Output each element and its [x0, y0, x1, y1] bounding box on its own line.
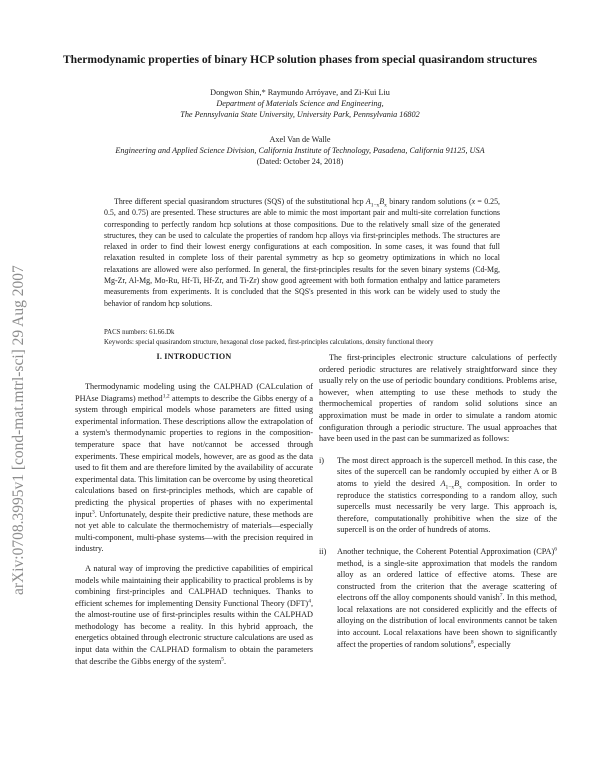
list-label: i): [319, 455, 325, 465]
right-column: [319, 352, 557, 650]
formula-a: A: [440, 478, 446, 488]
text: The most direct approach is the supercell method. In this case, the sites of the supercell can be randomly occupied by either A or B atoms to yield the desired: [337, 455, 557, 488]
list-item: [319, 455, 557, 536]
citation[interactable]: 8: [470, 638, 474, 645]
paragraph: [75, 563, 313, 667]
date: (Dated: October 24, 2018): [256, 157, 344, 166]
text: attempts to describe the Gibbs energy of a system through empirical models whose parameters are fitted using experimental information. These descriptions allow the extrapolation of a system's thermodynamic properties to regions in the composition-temperature space that have not/cannot be accessed through experiments. These empirical models, however, are as good as the data used to fit them and are therefore limited by the availability of accurate experimental data. This limitation can be overcome by using theoretical calculations based on first-principles methods, which are capable of predicting the physical properties of phases with no experimental input: [75, 393, 313, 519]
keywords: Keywords: special quasirandom structure, hexagonal close packed, first-principles calculations, density functional theory: [104, 338, 434, 346]
pacs-numbers: PACS numbers: 61.66.Dk: [104, 329, 175, 336]
abstract: [104, 196, 500, 309]
text: Thermodynamic modeling using the CALPHAD (CALculation of PHAse Diagrams) method: [75, 382, 313, 403]
formula-b: B: [379, 197, 385, 206]
text: method, is a single-site approximation that models the random alloy as an ordered lattice of effective atoms. These are constructed from the criterion that the average scattering of electrons off the alloy components should vanish: [337, 558, 557, 603]
citation[interactable]: 3: [91, 508, 95, 515]
text: composition. In order to reproduce the statistics corresponding to a random alloy, such supercells must necessarily be very large. This approach is, therefore, computationally prohibitive when the size of the supercell is on the order of hundreds of atoms.: [337, 478, 557, 535]
text: , the almost-routine use of first-principles results within the CALPHAD methodology has become a reality. In this hybrid approach, the energetics obtained through electronic structure calculations are used as input data within the CALPHAD formalism to obtain the parameters that describe the Gibbs energy of the system: [75, 598, 313, 666]
author-2: Axel Van de Walle: [269, 135, 331, 144]
text: .: [224, 656, 227, 666]
text: A natural way of improving the predictive capabilities of empirical models while maintaining their applicability to practical problems is by combining first-principles and CALPHAD techniques. Thanks to efficient schemes for implementing Density Functional Theory (DFT): [75, 563, 313, 608]
list-item: [319, 546, 557, 650]
variable-x: x: [471, 197, 476, 206]
affiliation-1: Department of Materials Science and Engineering,: [216, 99, 384, 108]
paragraph: [75, 381, 313, 555]
abstract-text: = 0.25, 0.5, and 0.75) are presented. These structures are able to mimic the most important pair and multi-site correlation functions corresponding to perfectly random hcp solutions at those compositions. Due to the relatively small size of the generated structures, they can be used to calculate the properties of random hcp alloys via first-principles methods. The structures are relaxed in order to find their lowest energy configurations at each composition. In some cases, it was found that full relaxation resulted in complete loss of their parental symmetry as hcp so geometry optimizations in which no local relaxations are allowed were also performed. In general, the first-principles results for the seven binary systems (Cd-Mg, Mg-Zr, Al-Mg, Mo-Ru, Hf-Ti, Hf-Zr, and Ti-Zr) show good agreement with both formation enthalpy and lattice parameters measurements from experiments. It is concluded that the SQS's presented in this work can be widely used to study the behavior of random hcp solutions.: [104, 197, 500, 308]
citation[interactable]: 7: [499, 592, 503, 599]
citation[interactable]: 6: [554, 546, 557, 553]
formula-subscript: x: [459, 484, 462, 491]
left-column: [75, 381, 313, 667]
pacs-keywords: [104, 328, 500, 347]
list-label: ii): [319, 546, 327, 556]
formula-b: B: [454, 478, 460, 488]
formula-subscript: 1−x: [370, 202, 380, 209]
authors: Dongwon Shin,* Raymundo Arróyave, and Zi-Kui Liu: [210, 88, 390, 97]
affiliation-3: Engineering and Applied Science Division, California Institute of Technology, Pasadena, California 91125, USA: [115, 146, 485, 155]
formula-subscript: 1−x: [445, 484, 455, 491]
citation[interactable]: 5: [221, 655, 224, 662]
affiliation-2: The Pennsylvania State University, University Park, Pennsylvania 16802: [180, 110, 420, 119]
abstract-text: Three different special quasirandom structures (SQS) of the substitutional hcp: [114, 197, 366, 206]
text: Another technique, the Coherent Potential Approximation (CPA): [337, 546, 555, 556]
paper-title: Thermodynamic properties of binary HCP solution phases from special quasirandom structures: [62, 53, 538, 66]
citation[interactable]: 4: [308, 597, 311, 604]
formula-a: A: [365, 197, 371, 206]
citation[interactable]: 1,2: [162, 392, 170, 399]
arxiv-stamp[interactable]: arXiv:0708.3995v1 [cond-mat.mtrl-sci] 29 Aug 2007: [10, 265, 27, 595]
text: , especially: [473, 639, 511, 649]
section-heading-introduction: I. INTRODUCTION: [156, 352, 232, 361]
formula-subscript: x: [384, 202, 387, 209]
text: . In this method, local relaxations are not considered explicitly and the effects of alloying on the distribution of local environments cannot be taken into account. Local relaxations have been shown to significantly affect the properties of random solutions: [337, 593, 557, 649]
paragraph: The first-principles electronic structure calculations of perfectly ordered periodic structures are relatively straightforward since they usually rely on the use of periodic boundary conditions. Problems arise, however, when attempting to use these methods to study the thermochemical properties of random solid solutions since an approximation must be made in order to simulate a random atomic configuration through a periodic structure. The usual approaches that have been used in the past can be summarized as follows:: [319, 353, 557, 444]
abstract-text: binary random solutions (: [386, 197, 472, 206]
text: . Unfortunately, despite their predictive nature, these methods are not yet able to calculate the thermochemistry of materials—especially multi-component, multi-phase systems—with the precision required in industry.: [75, 509, 313, 554]
